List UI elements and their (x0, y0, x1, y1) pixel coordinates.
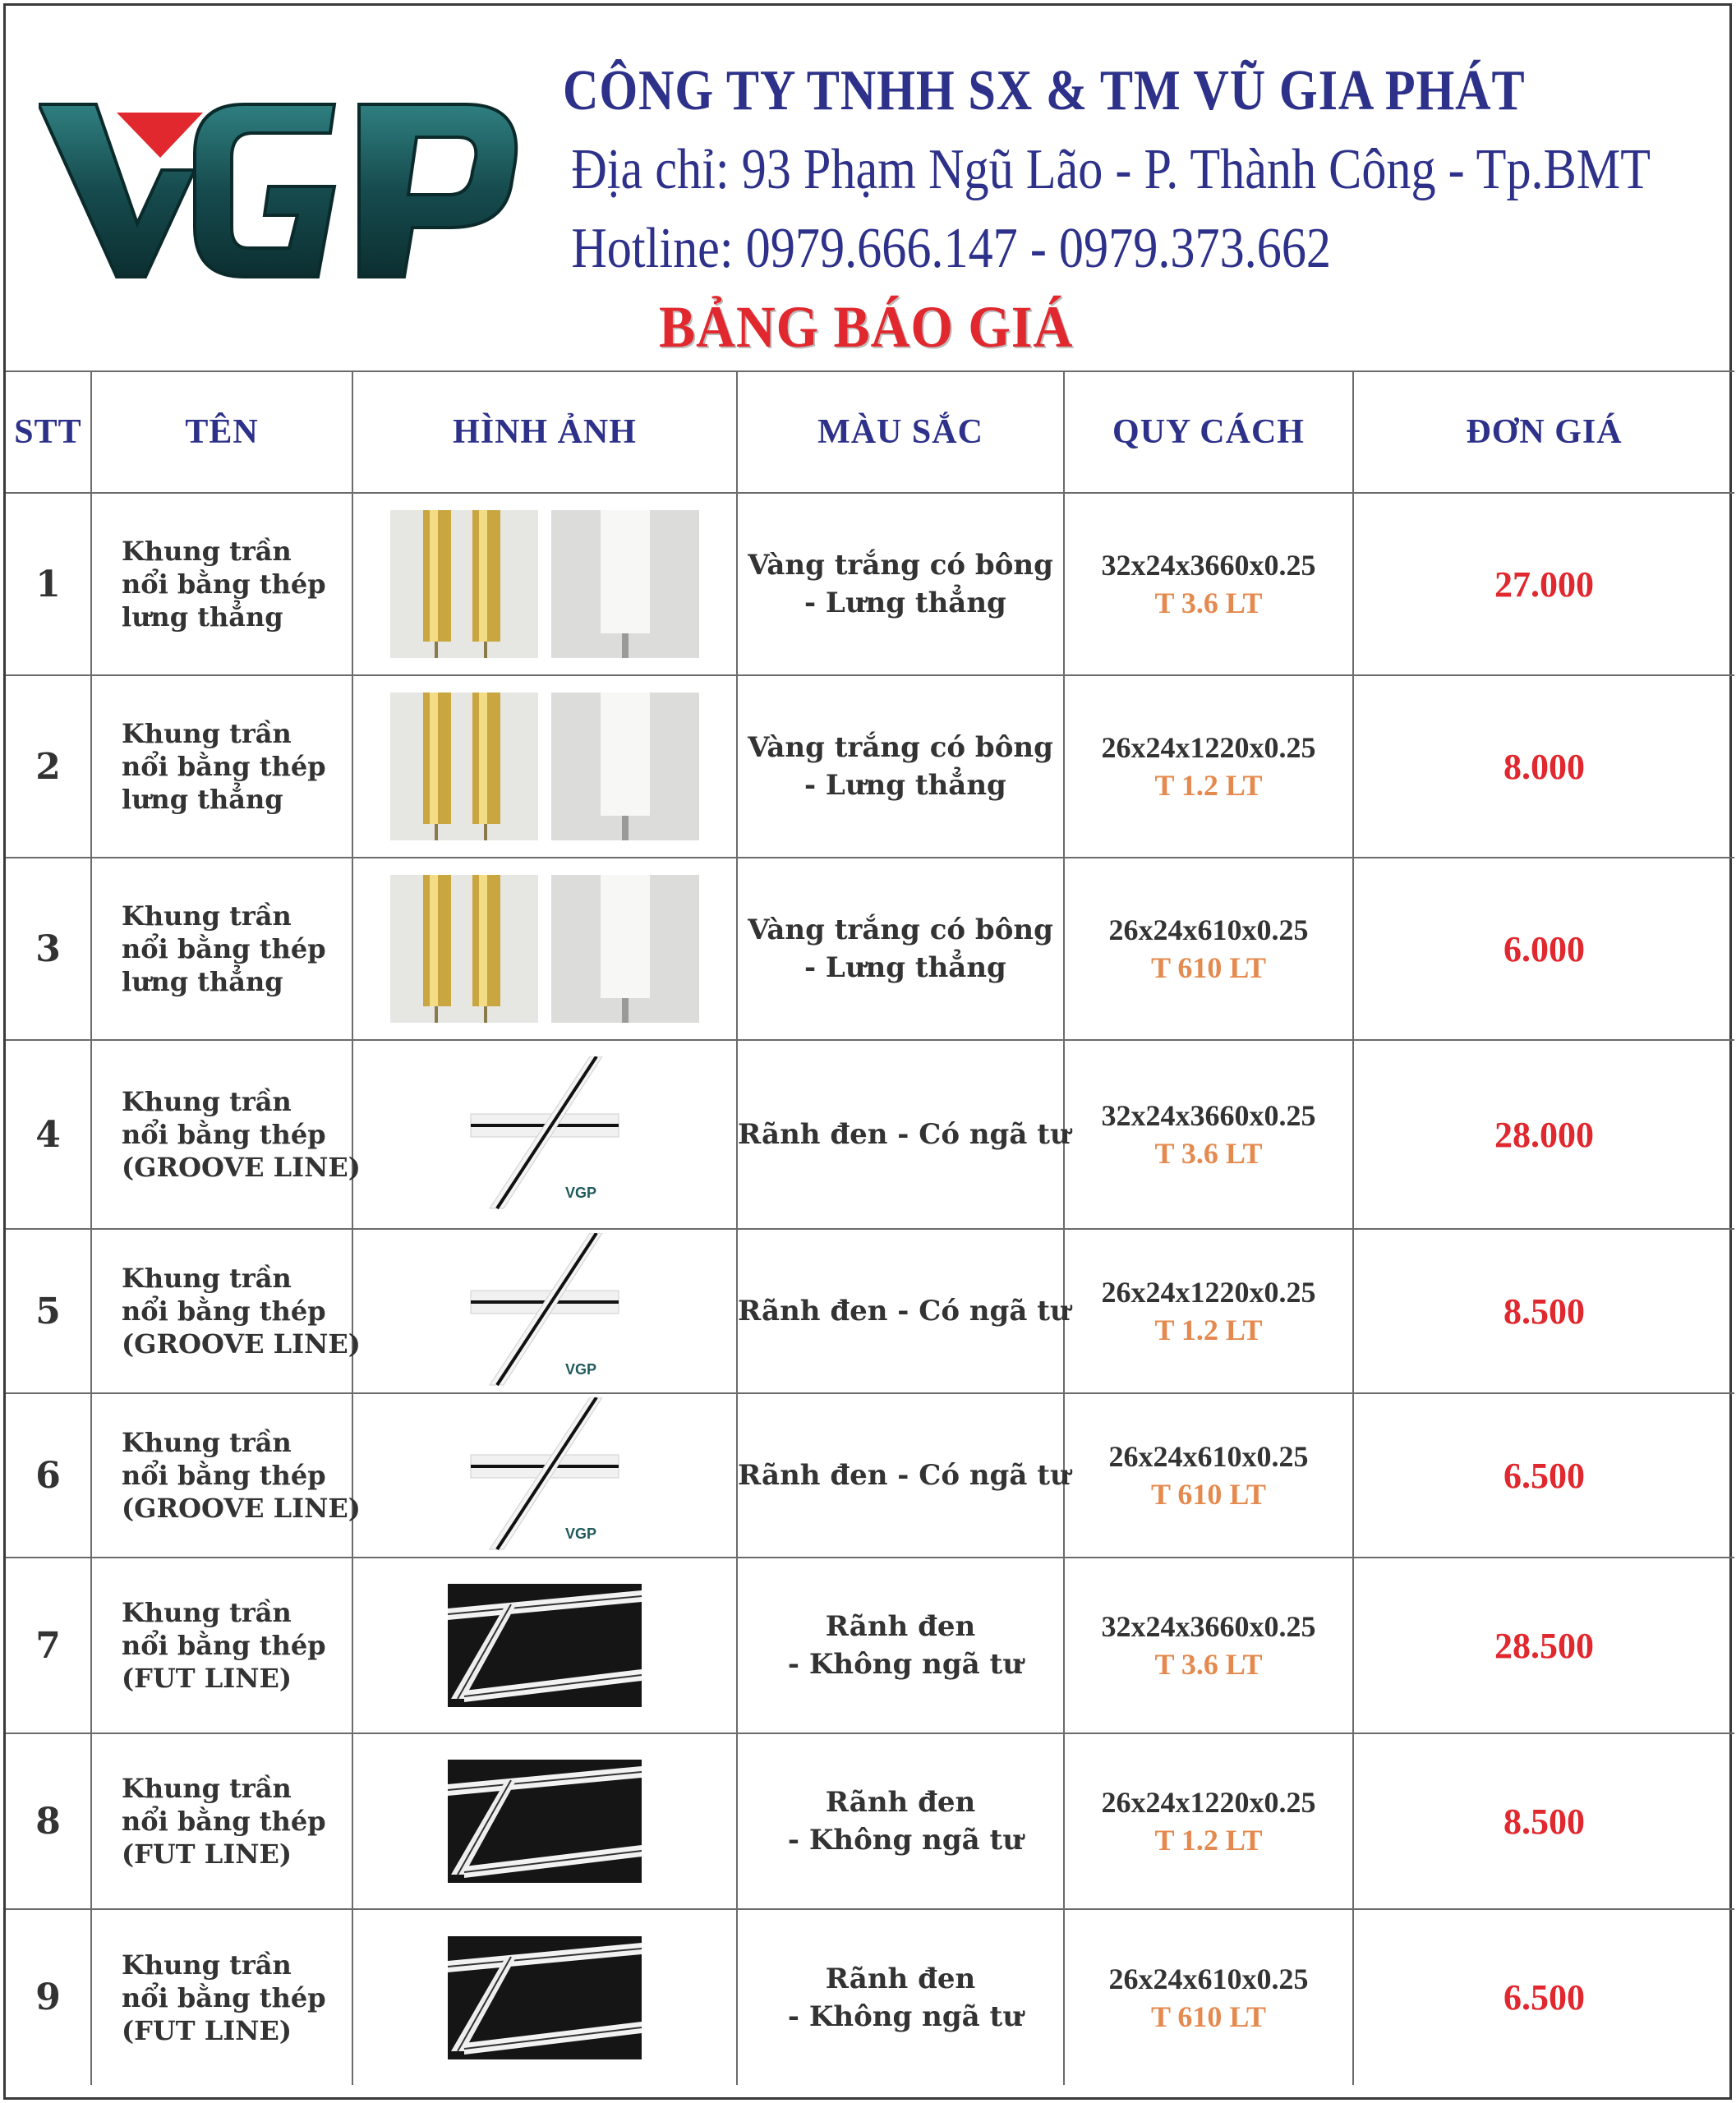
spec-size: 26x24x610x0.25 (1108, 1962, 1309, 1995)
color-line: Rãnh đen (825, 1786, 976, 1819)
product-name-line: Khung trần (122, 1773, 292, 1804)
product-name (91, 1909, 352, 2085)
price-sheet (3, 3, 1732, 2100)
company-address: Địa chỉ: 93 Phạm Ngũ Lão - P. Thành Công - Tp.BMT (571, 138, 1651, 201)
product-photo-gold-bars (390, 693, 538, 840)
price-table (6, 370, 1734, 2085)
product-photo-fut-line (448, 1760, 642, 1883)
svg-text:VGP: VGP (565, 1361, 597, 1378)
product-name (91, 1229, 361, 1393)
product-name (91, 858, 352, 1040)
product-name-line: lưng thẳng (122, 966, 283, 997)
product-name-line: lưng thẳng (122, 784, 283, 815)
row-number: 8 (6, 1733, 91, 1909)
product-name-line: nổi bằng thép (122, 568, 326, 600)
product-name-line: (FUT LINE) (122, 1838, 292, 1870)
product-name (91, 1040, 361, 1229)
row-number: 7 (6, 1558, 91, 1733)
product-name-line: (GROOVE LINE) (122, 1328, 361, 1360)
unit-price: 8.500 (1353, 1733, 1734, 1909)
product-image (352, 1040, 737, 1229)
product-spec (1064, 1909, 1353, 2085)
table-header-row (6, 371, 1734, 493)
spec-code: T 3.6 LT (1154, 587, 1263, 619)
product-spec (1064, 1558, 1353, 1733)
product-spec (1064, 1733, 1353, 1909)
row-number: 2 (6, 675, 91, 858)
product-name-line: Khung trần (122, 1427, 292, 1458)
color-line: - Không ngã tư (778, 1824, 1023, 1857)
spec-size: 26x24x1220x0.25 (1101, 731, 1316, 764)
color-line: - Lưng thẳng (794, 587, 1006, 619)
row-number: 9 (6, 1909, 91, 2085)
product-spec (1064, 1040, 1353, 1229)
product-spec (1064, 858, 1353, 1040)
product-photo-groove-line (467, 1397, 623, 1553)
row-number: 3 (6, 858, 91, 1040)
product-image (352, 1733, 737, 1909)
table-row (6, 1558, 1734, 1733)
row-number: 4 (6, 1040, 91, 1229)
product-color (737, 1393, 1071, 1558)
product-name-line: (FUT LINE) (122, 2014, 292, 2046)
product-name-line: Khung trần (122, 536, 292, 567)
spec-size: 26x24x610x0.25 (1108, 913, 1309, 946)
product-name-line: lưng thẳng (122, 601, 283, 633)
unit-price: 8.500 (1353, 1229, 1734, 1393)
company-info (563, 52, 1651, 288)
product-photo-white-bar (551, 693, 699, 840)
spec-size: 26x24x1220x0.25 (1101, 1276, 1316, 1309)
unit-price: 6.500 (1353, 1909, 1734, 2085)
unit-price: 28.500 (1353, 1558, 1734, 1733)
unit-price: 8.000 (1353, 675, 1734, 858)
product-image (352, 1229, 737, 1393)
color-line: Rãnh đen (825, 1962, 976, 1995)
table-row (6, 493, 1734, 675)
column-header-stt: STT (6, 371, 91, 493)
spec-size: 26x24x1220x0.25 (1101, 1786, 1316, 1819)
spec-size: 32x24x3660x0.25 (1101, 1610, 1316, 1643)
product-photo-fut-line (448, 1936, 642, 2059)
product-name-line: Khung trần (122, 1086, 292, 1117)
product-name (91, 675, 352, 858)
product-color (737, 1909, 1064, 2085)
color-line: Vàng trắng có bông (748, 549, 1053, 582)
product-image (352, 493, 737, 675)
product-color (737, 858, 1064, 1040)
product-photo-white-bar (551, 875, 699, 1023)
spec-code: T 1.2 LT (1154, 1314, 1263, 1346)
product-name-line: Khung trần (122, 900, 292, 932)
spec-size: 26x24x610x0.25 (1108, 1440, 1309, 1473)
product-name (91, 1393, 361, 1558)
product-name-line: nổi bằng thép (122, 933, 326, 964)
company-logo (39, 80, 532, 285)
column-header-spec: QUY CÁCH (1064, 371, 1353, 493)
column-header-price: ĐƠN GIÁ (1353, 371, 1734, 493)
product-spec (1064, 1229, 1353, 1393)
spec-code: T 3.6 LT (1154, 1648, 1263, 1681)
column-header-image: HÌNH ẢNH (352, 371, 737, 493)
column-header-color: MÀU SẮC (737, 371, 1064, 493)
svg-text:VGP: VGP (565, 1185, 597, 1201)
color-line: Rãnh đen - Có ngã tư (738, 1295, 1071, 1328)
product-name (91, 493, 352, 675)
color-line: - Lưng thẳng (794, 951, 1006, 984)
product-photo-fut-line (448, 1584, 642, 1707)
svg-text:VGP: VGP (565, 1525, 597, 1542)
spec-code: T 3.6 LT (1154, 1137, 1263, 1170)
product-name-line: Khung trần (122, 1263, 292, 1294)
spec-code: T 610 LT (1150, 951, 1267, 984)
product-color (737, 1229, 1071, 1393)
company-name: CÔNG TY TNHH SX & TM VŨ GIA PHÁT (563, 59, 1526, 122)
product-image (352, 1393, 737, 1558)
color-line: Vàng trắng có bông (748, 731, 1053, 764)
unit-price: 6.000 (1353, 858, 1734, 1040)
row-number: 1 (6, 493, 91, 675)
product-name-line: (GROOVE LINE) (122, 1493, 361, 1524)
color-line: Vàng trắng có bông (748, 913, 1053, 946)
product-name-line: nổi bằng thép (122, 1981, 326, 2013)
product-name (91, 1558, 352, 1733)
table-row (6, 1229, 1734, 1393)
product-image (352, 675, 737, 858)
table-row (6, 1733, 1734, 1909)
color-line: - Không ngã tư (778, 1648, 1023, 1681)
spec-size: 32x24x3660x0.25 (1101, 1099, 1316, 1132)
product-spec (1064, 675, 1353, 858)
header (6, 6, 1729, 370)
product-name-line: nổi bằng thép (122, 751, 326, 782)
product-name-line: nổi bằng thép (122, 1806, 326, 1837)
spec-size: 32x24x3660x0.25 (1101, 549, 1316, 582)
product-color (737, 1733, 1064, 1909)
row-number: 5 (6, 1229, 91, 1393)
product-color (737, 1558, 1064, 1733)
company-hotline: Hotline: 0979.666.147 - 0979.373.662 (571, 217, 1332, 280)
product-photo-gold-bars (390, 510, 538, 658)
row-number: 6 (6, 1393, 91, 1558)
spec-code: T 610 LT (1150, 1999, 1267, 2033)
table-row (6, 1040, 1734, 1229)
color-line: Rãnh đen (825, 1610, 976, 1643)
quote-title: BẢNG BÁO GIÁ (659, 294, 1074, 360)
product-image (352, 1558, 737, 1733)
product-name-line: nổi bằng thép (122, 1119, 326, 1150)
unit-price: 28.000 (1353, 1040, 1734, 1229)
product-color (737, 493, 1064, 675)
product-image (352, 858, 737, 1040)
product-name-line: Khung trần (122, 1949, 292, 1981)
product-name-line: (GROOVE LINE) (122, 1152, 361, 1183)
unit-price: 27.000 (1353, 493, 1734, 675)
product-name-line: nổi bằng thép (122, 1460, 326, 1491)
product-color (737, 1040, 1071, 1229)
unit-price: 6.500 (1353, 1393, 1734, 1558)
table-row (6, 675, 1734, 858)
color-line: - Không ngã tư (778, 1999, 1023, 2033)
color-line: Rãnh đen - Có ngã tư (738, 1459, 1071, 1492)
product-name-line: Khung trần (122, 1597, 292, 1628)
spec-code: T 1.2 LT (1154, 769, 1263, 802)
spec-code: T 1.2 LT (1154, 1824, 1263, 1857)
column-header-name: TÊN (91, 371, 352, 493)
table-row (6, 858, 1734, 1040)
color-line: Rãnh đen - Có ngã tư (738, 1118, 1071, 1151)
product-photo-gold-bars (390, 875, 538, 1023)
product-photo-groove-line (467, 1233, 623, 1389)
product-name-line: nổi bằng thép (122, 1295, 326, 1327)
product-spec (1064, 1393, 1353, 1558)
product-spec (1064, 493, 1353, 675)
product-photo-white-bar (551, 510, 699, 658)
table-row (6, 1909, 1734, 2085)
product-image (352, 1909, 737, 2085)
product-name-line: nổi bằng thép (122, 1630, 326, 1661)
product-photo-groove-line (467, 1056, 623, 1213)
product-color (737, 675, 1064, 858)
product-name (91, 1733, 352, 1909)
spec-code: T 610 LT (1150, 1478, 1267, 1511)
product-name-line: (FUT LINE) (122, 1663, 292, 1694)
product-name-line: Khung trần (122, 718, 292, 749)
table-row (6, 1393, 1734, 1558)
color-line: - Lưng thẳng (794, 769, 1006, 802)
